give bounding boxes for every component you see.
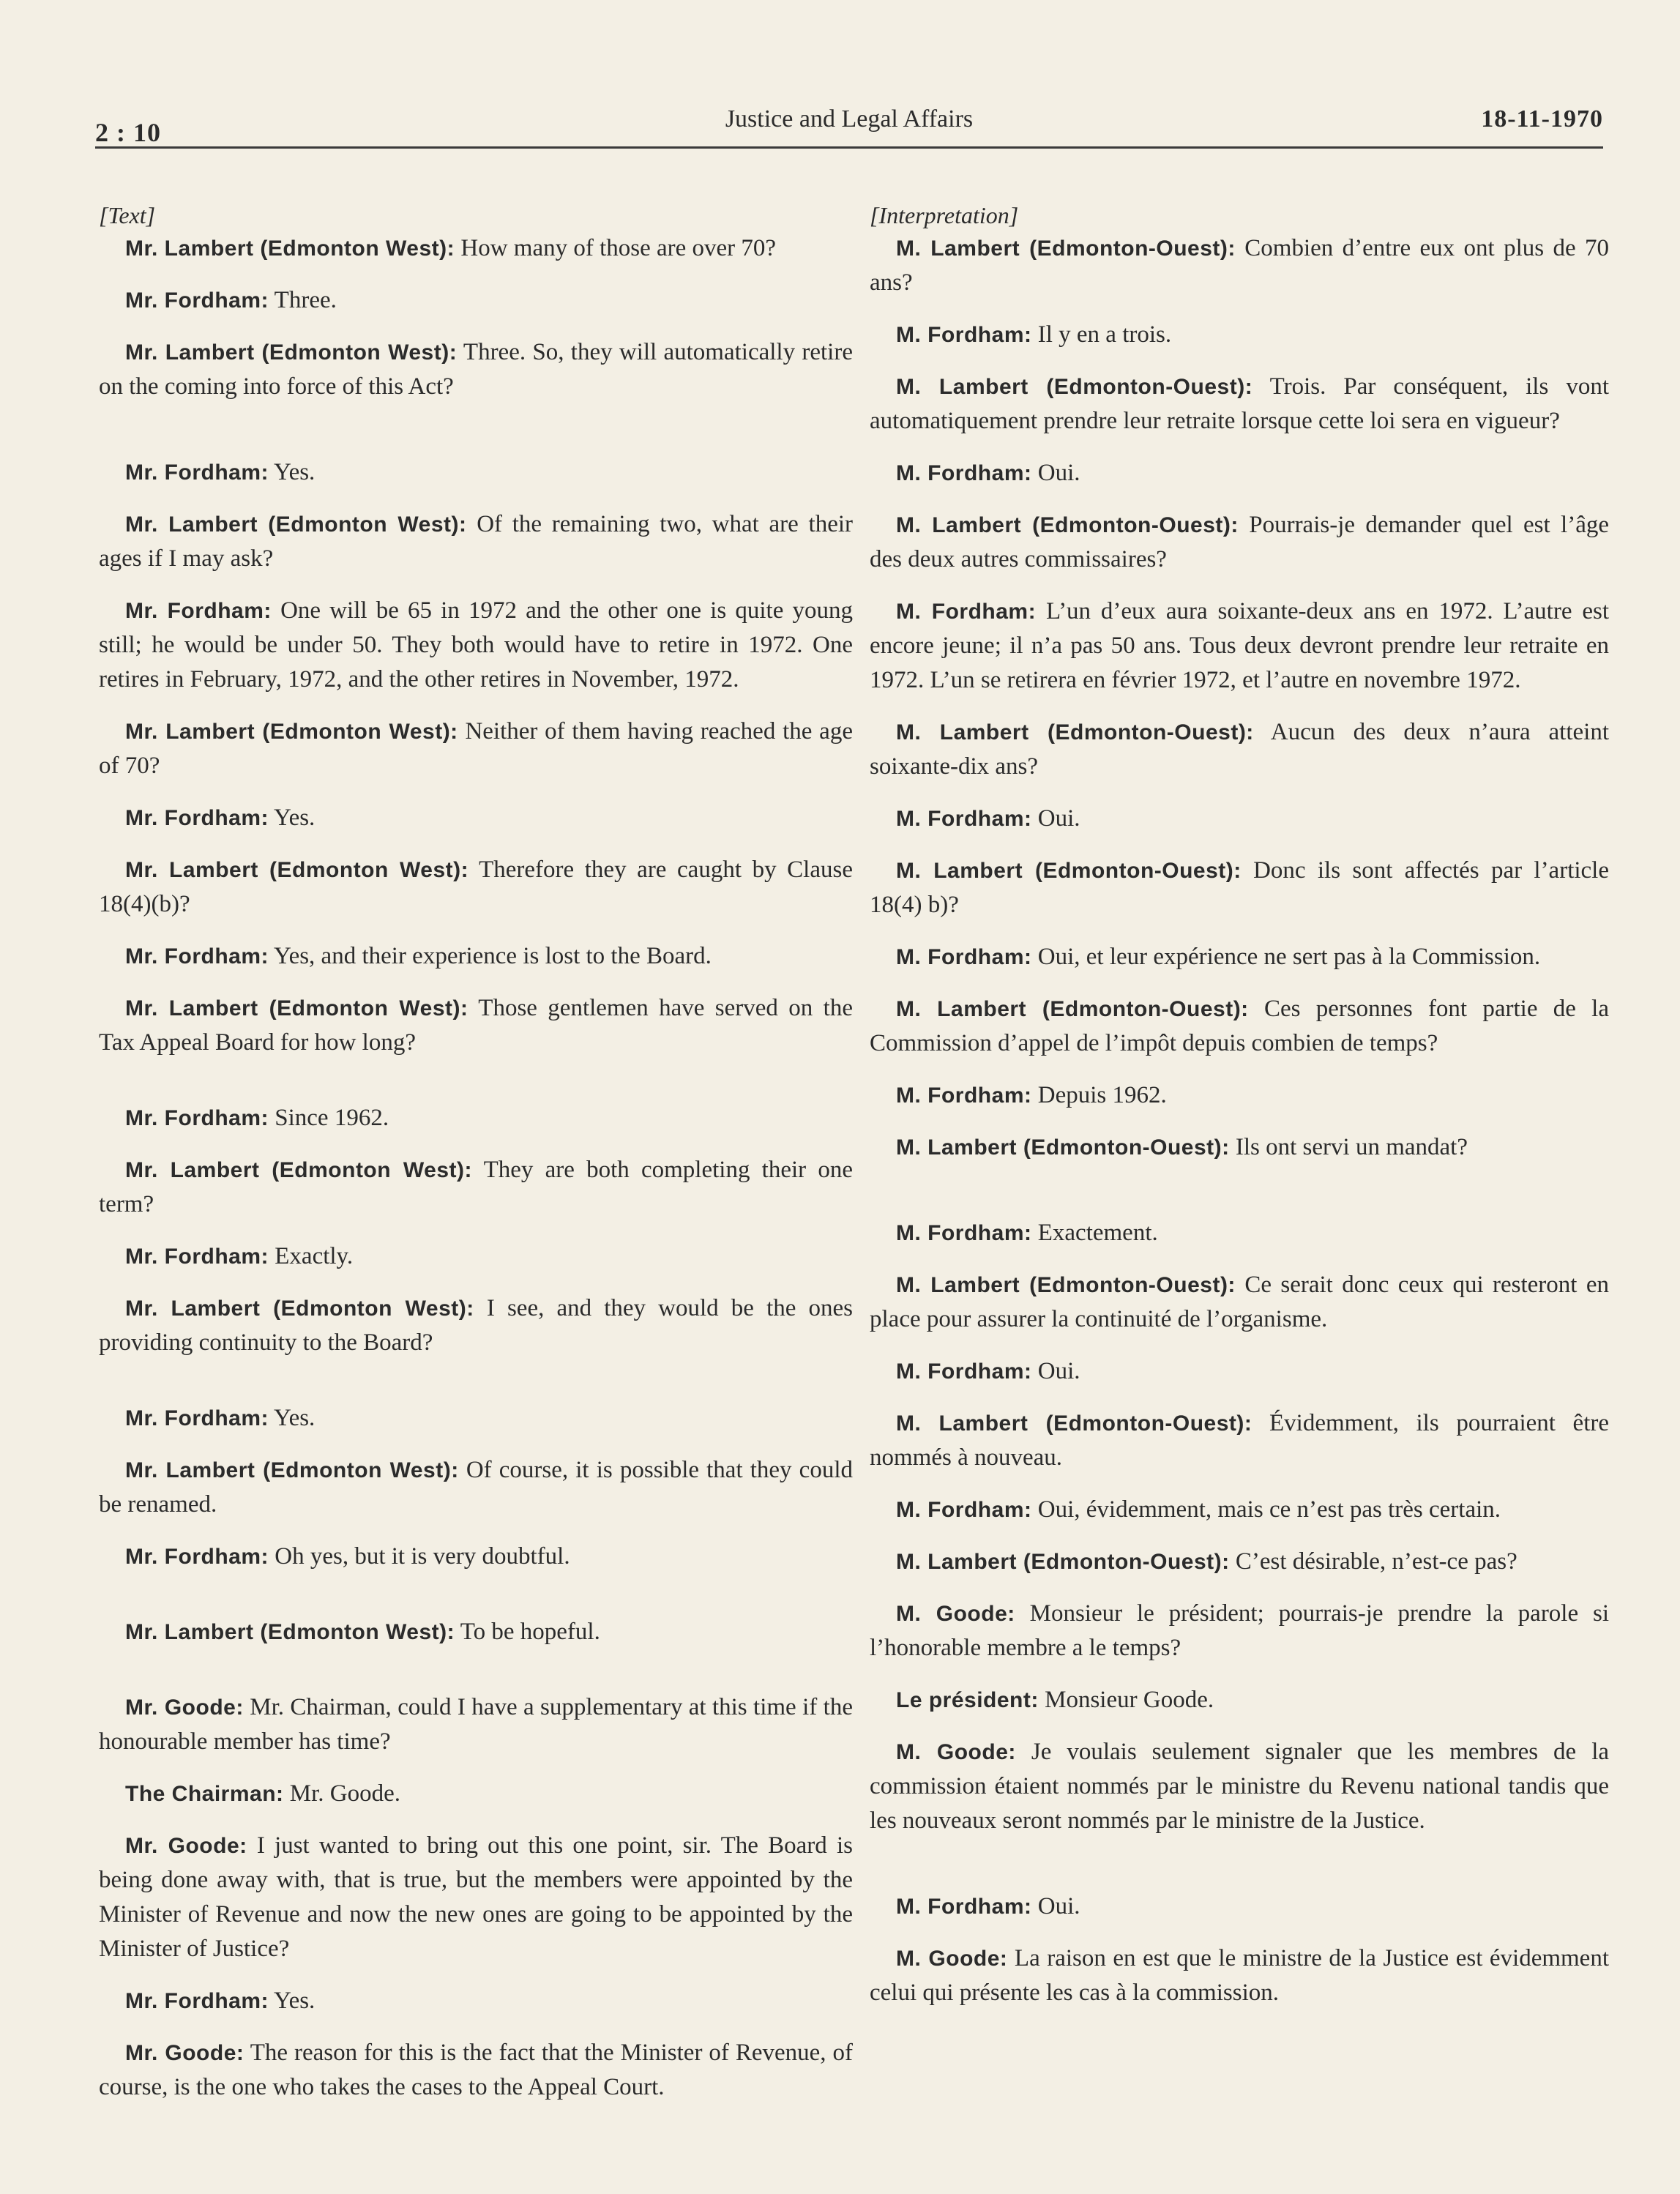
transcript-paragraph (870, 1130, 1609, 1165)
transcript-paragraph (99, 2036, 853, 2105)
speech-text: Of course, it is possible that they could be renamed. (99, 1457, 853, 1518)
transcript-paragraph (870, 1268, 1609, 1337)
speaker-name: Mr. Lambert (Edmonton West): (125, 720, 458, 744)
speaker-name: Le président: (896, 1688, 1039, 1712)
speech-text: Oui. (1031, 1358, 1080, 1384)
transcript-paragraph (99, 1829, 853, 1966)
speech-text: Yes. (269, 459, 316, 485)
transcript-paragraph (99, 594, 853, 697)
speech-text: Ces personnes font partie de la Commission d’appel de l’impôt depuis combien de temps? (870, 996, 1609, 1056)
speaker-name: Mr. Lambert (Edmonton West): (125, 1458, 459, 1482)
transcript-paragraph (870, 1683, 1609, 1717)
speaker-name: Mr. Goode: (125, 1834, 247, 1858)
speaker-name: Mr. Goode: (125, 2041, 244, 2065)
transcript-paragraph (870, 456, 1609, 490)
speaker-name: Mr. Fordham: (125, 806, 269, 830)
page-header (95, 102, 1603, 149)
page-date: 18-11-1970 (1481, 105, 1603, 133)
french-column (870, 199, 1609, 2028)
speaker-name: Mr. Fordham: (125, 944, 269, 969)
transcript-paragraph (870, 940, 1609, 974)
transcript-paragraph (870, 508, 1609, 577)
speaker-name: M. Fordham: (896, 1221, 1032, 1245)
transcript-paragraph (99, 714, 853, 783)
transcript-paragraph (870, 231, 1609, 300)
transcript-paragraph (870, 1597, 1609, 1665)
speech-text: Combien d’entre eux ont plus de 70 ans? (870, 235, 1609, 296)
speech-text: Neither of them having reached the age of 70? (99, 718, 853, 779)
speech-text: Exactement. (1031, 1220, 1158, 1246)
speech-text: Ils ont servi un mandat? (1229, 1134, 1468, 1160)
speech-text: The reason for this is the fact that the Minister of Revenue, of course, is the one who takes the cases to the Appeal Court. (99, 2040, 854, 2100)
speaker-name: M. Lambert (Edmonton-Ouest): (896, 1273, 1236, 1297)
speech-text: Three. So, they will automatically retire on the coming into force of this Act? (99, 339, 853, 400)
transcript-paragraph (99, 335, 853, 404)
speech-text: Yes, and their experience is lost to the Board. (269, 943, 712, 969)
speech-text: Those gentlemen have served on the Tax Appeal Board for how long? (99, 995, 853, 1056)
speaker-name: The Chairman: (125, 1782, 284, 1806)
speech-text: Of the remaining two, what are their ages if I may ask? (99, 511, 853, 572)
transcript-paragraph (870, 594, 1609, 698)
speaker-name: Mr. Fordham: (125, 1406, 269, 1430)
speaker-name: Mr. Lambert (Edmonton West): (125, 1158, 472, 1182)
speaker-name: Mr. Fordham: (125, 599, 272, 623)
speaker-name: Mr. Fordham: (125, 1245, 269, 1269)
transcript-paragraph (99, 853, 853, 922)
speaker-name: M. Fordham: (896, 600, 1037, 624)
transcript-paragraph (99, 1690, 853, 1759)
transcript-paragraph (870, 802, 1609, 836)
speech-text: Three. (269, 287, 337, 313)
transcript-paragraph (99, 1401, 853, 1436)
transcript-paragraph (870, 318, 1609, 352)
speaker-name: M. Fordham: (896, 807, 1032, 831)
speech-text: Mr. Goode. (283, 1780, 401, 1807)
speech-text: I see, and they would be the ones providing continuity to the Board? (99, 1295, 853, 1356)
speaker-name: Mr. Goode: (125, 1695, 244, 1720)
speech-text: Oh yes, but it is very doubtful. (269, 1543, 570, 1570)
transcript-paragraph (870, 1889, 1609, 1924)
speaker-name: M. Lambert (Edmonton-Ouest): (896, 236, 1236, 261)
speech-text: Depuis 1962. (1031, 1082, 1167, 1108)
transcript-paragraph (870, 1941, 1609, 2010)
speaker-name: M. Fordham: (896, 1083, 1032, 1108)
speaker-name: Mr. Lambert (Edmonton West): (125, 236, 455, 261)
speaker-name: M. Lambert (Edmonton-Ouest): (896, 1550, 1230, 1574)
transcript-paragraph (99, 1453, 853, 1522)
speech-text: Oui. (1031, 460, 1080, 486)
speech-text: Monsieur Goode. (1038, 1687, 1214, 1713)
transcript-paragraph (870, 715, 1609, 784)
speech-text: Yes. (269, 1405, 316, 1431)
transcript-paragraph (870, 1216, 1609, 1250)
speech-text: Oui. (1031, 805, 1080, 832)
transcript-paragraph (99, 507, 853, 576)
speaker-name: Mr. Lambert (Edmonton West): (125, 340, 458, 365)
speech-text: L’un d’eux aura soixante-deux ans en 1972. L’autre est encore jeune; il n’a pas 50 ans. Tous deux devront prendre leur retraite en 1972. L’un se retirera en février 1972, et l’autre en novembre 1972. (870, 598, 1609, 693)
transcript-paragraph (870, 1735, 1609, 1838)
page-number: 2 : 10 (95, 118, 161, 147)
speaker-name: M. Lambert (Edmonton-Ouest): (896, 513, 1239, 537)
speaker-name: Mr. Fordham: (125, 460, 269, 485)
speech-text: They are both completing their one term? (99, 1157, 853, 1217)
speech-text: Exactly. (269, 1243, 354, 1269)
speaker-name: Mr. Fordham: (125, 1545, 269, 1569)
speaker-name: Mr. Lambert (Edmonton West): (125, 1620, 455, 1644)
speech-text: Aucun des deux n’aura atteint soixante-dix ans? (870, 719, 1609, 780)
speech-text: Oui, évidemment, mais ce n’est pas très certain. (1031, 1496, 1501, 1523)
transcript-paragraph (99, 1615, 853, 1649)
speaker-name: M. Lambert (Edmonton-Ouest): (896, 997, 1249, 1021)
speech-text: Oui, et leur expérience ne sert pas à la Commission. (1031, 944, 1541, 970)
transcript-paragraph (99, 283, 853, 318)
transcript-paragraph (870, 1406, 1609, 1475)
transcript-paragraph (870, 1493, 1609, 1527)
speaker-name: M. Lambert (Edmonton-Ouest): (896, 720, 1254, 745)
running-title: Justice and Legal Affairs (725, 105, 974, 133)
speech-text: Trois. Par conséquent, ils vont automatiquement prendre leur retraite lorsque cette loi sera en vigueur? (870, 373, 1609, 434)
speech-text: One will be 65 in 1972 and the other one is quite young still; he would be under 50. They both would have to retire in 1972. One retires in February, 1972, and the other retires in November, 1972. (99, 597, 853, 693)
transcript-paragraph (870, 370, 1609, 439)
speech-text: Mr. Chairman, could I have a supplementary at this time if the honourable member has time? (99, 1694, 853, 1755)
speech-text: Ce serait donc ceux qui resteront en place pour assurer la continuité de l’organisme. (870, 1272, 1609, 1332)
transcript-paragraph (99, 1777, 853, 1811)
speech-text: Pourrais-je demander quel est l’âge des deux autres commissaires? (870, 512, 1609, 572)
column-label-interpretation: [Interpretation] (870, 202, 1019, 228)
transcript-paragraph (99, 231, 853, 266)
speaker-name: Mr. Lambert (Edmonton West): (125, 512, 467, 537)
transcript-paragraph (99, 1101, 853, 1135)
speaker-name: M. Fordham: (896, 1359, 1032, 1384)
transcript-paragraph (870, 992, 1609, 1061)
transcript-paragraph (99, 801, 853, 835)
speech-text: Il y en a trois. (1031, 321, 1172, 348)
speech-text: Since 1962. (269, 1105, 389, 1131)
speaker-name: Mr. Lambert (Edmonton West): (125, 996, 468, 1020)
speaker-name: M. Goode: (896, 1602, 1015, 1626)
transcript-paragraph (99, 1153, 853, 1222)
speaker-name: Mr. Fordham: (125, 1106, 269, 1130)
speech-text: Évidemment, ils pourraient être nommés à nouveau. (870, 1410, 1609, 1471)
transcript-paragraph (870, 1078, 1609, 1113)
speaker-name: M. Lambert (Edmonton-Ouest): (896, 375, 1253, 399)
speaker-name: Mr. Lambert (Edmonton West): (125, 1296, 474, 1321)
speaker-name: Mr. Lambert (Edmonton West): (125, 858, 469, 882)
speech-text: Oui. (1031, 1893, 1080, 1919)
transcript-paragraph (870, 854, 1609, 922)
english-column (99, 199, 853, 2122)
speaker-name: M. Fordham: (896, 461, 1032, 485)
transcript-paragraph (99, 455, 853, 490)
transcript-paragraph (99, 991, 853, 1060)
speech-text: C’est désirable, n’est-ce pas? (1229, 1548, 1517, 1575)
speaker-name: M. Fordham: (896, 323, 1032, 347)
speech-text: Je voulais seulement signaler que les membres de la commission étaient nommés par le ministre du Revenu national tandis que les nouveaux seront nommés par le ministre de la Justice. (870, 1739, 1610, 1834)
speaker-name: M. Fordham: (896, 1498, 1032, 1522)
column-label-text: [Text] (99, 202, 156, 228)
speech-text: I just wanted to bring out this one point, sir. The Board is being done away with, that is true, but the members were appointed by the Minister of Revenue and now the new ones are going to be appointed by the Minister of Justice? (99, 1832, 853, 1962)
speaker-name: Mr. Fordham: (125, 288, 269, 313)
speech-text: Donc ils sont affectés par l’article 18(4) b)? (870, 857, 1609, 918)
speaker-name: M. Fordham: (896, 945, 1032, 969)
speaker-name: M. Goode: (896, 1947, 1008, 1971)
speaker-name: M. Lambert (Edmonton-Ouest): (896, 1135, 1230, 1160)
speech-text: Monsieur le président; pourrais-je prendre la parole si l’honorable membre a le temps? (870, 1600, 1609, 1661)
transcript-paragraph (870, 1354, 1609, 1389)
speech-text: To be hopeful. (455, 1619, 600, 1645)
speech-text: Yes. (269, 805, 316, 831)
transcript-paragraph (99, 1540, 853, 1574)
speech-text: Yes. (269, 1988, 316, 2014)
transcript-paragraph (99, 1291, 853, 1360)
speaker-name: M. Fordham: (896, 1895, 1032, 1919)
speaker-name: Mr. Fordham: (125, 1989, 269, 2013)
transcript-paragraph (99, 1239, 853, 1274)
speaker-name: M. Lambert (Edmonton-Ouest): (896, 1411, 1252, 1436)
speech-text: La raison en est que le ministre de la Justice est évidemment celui qui présente les cas à la commission. (870, 1945, 1610, 2006)
speech-text: How many of those are over 70? (455, 235, 777, 261)
transcript-paragraph (99, 939, 853, 974)
speaker-name: M. Goode: (896, 1740, 1016, 1764)
speech-text: Therefore they are caught by Clause 18(4)(b)? (99, 857, 853, 917)
transcript-paragraph (99, 1984, 853, 2018)
transcript-paragraph (870, 1545, 1609, 1579)
speaker-name: M. Lambert (Edmonton-Ouest): (896, 859, 1242, 883)
